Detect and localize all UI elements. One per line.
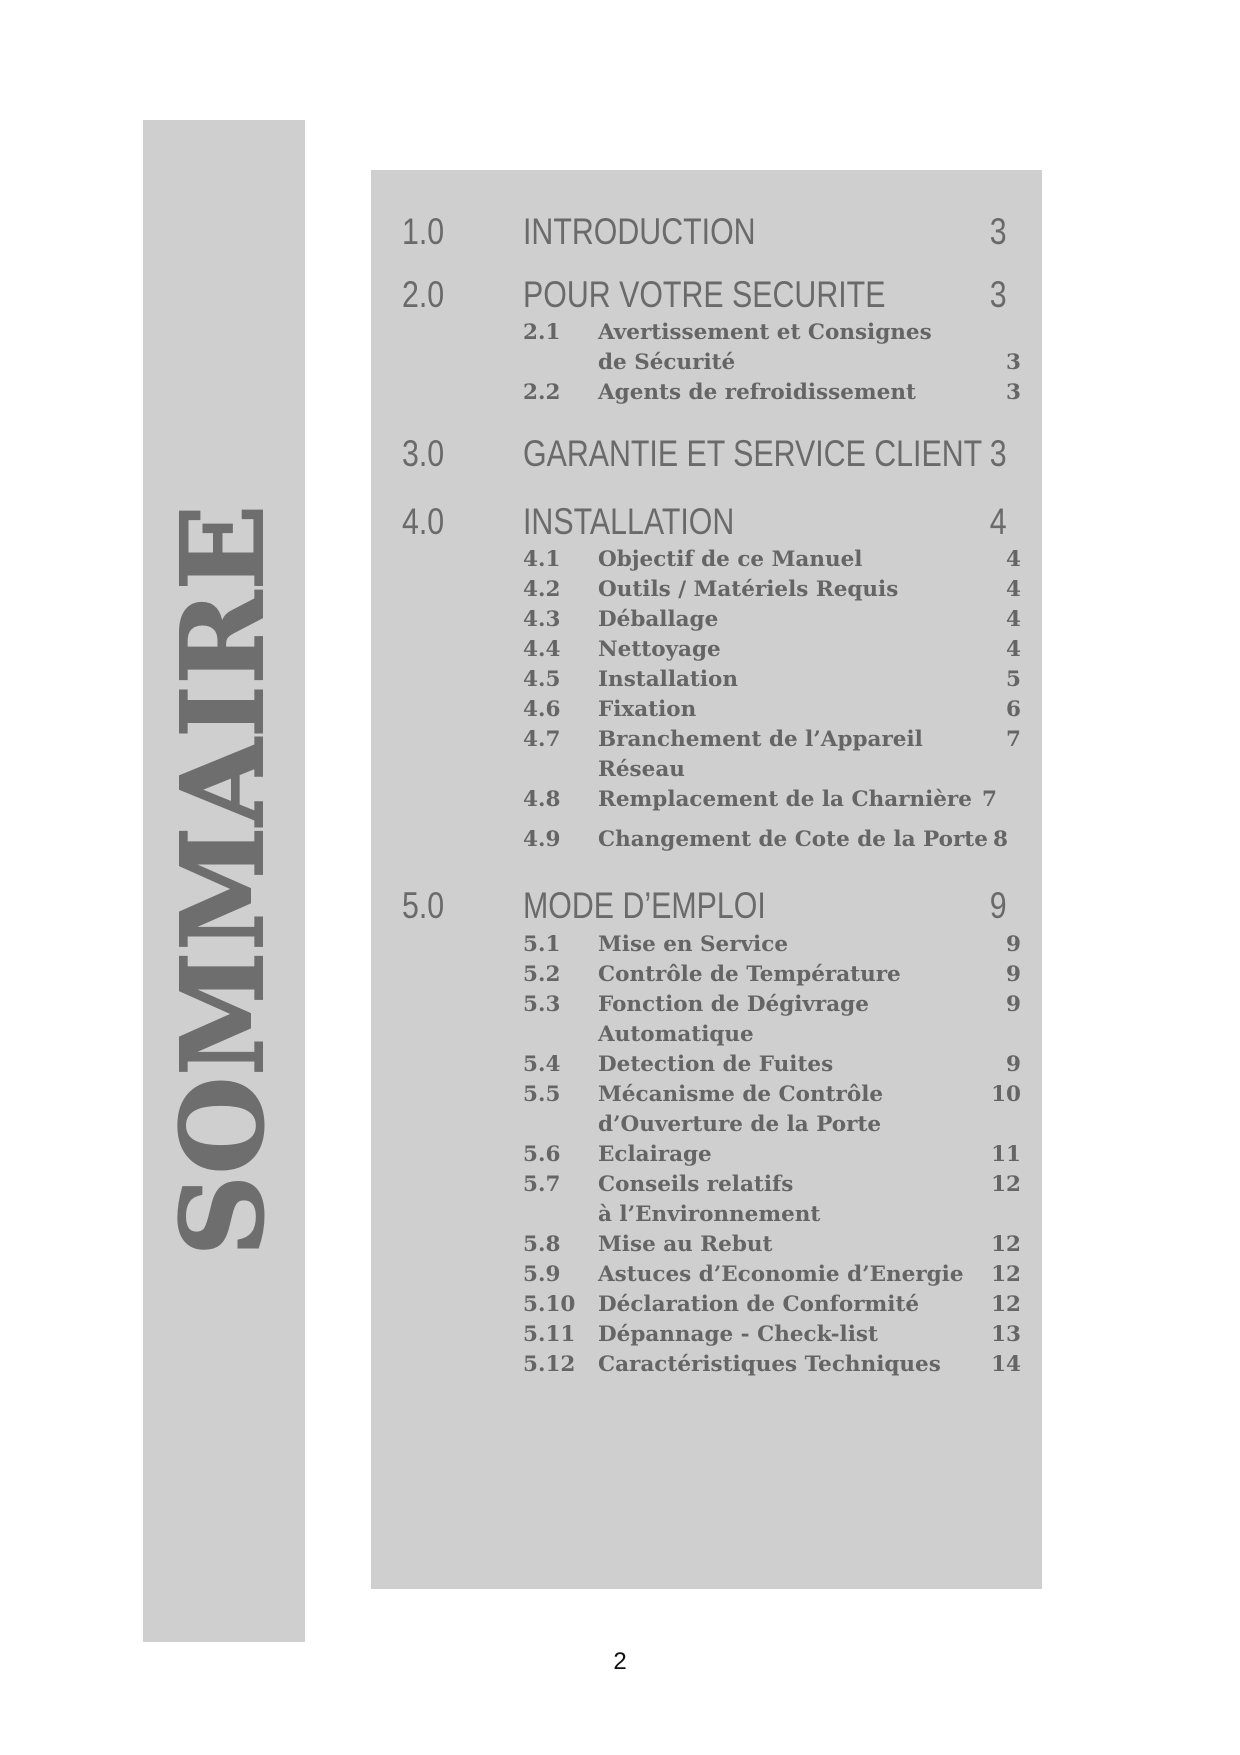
subsection-number: 5.5	[523, 1082, 561, 1107]
subsection-title: Contrôle de Température	[598, 962, 901, 987]
subsection-title-cont: Réseau	[598, 757, 685, 782]
subsection-page: 8	[993, 827, 1008, 852]
subsection-title: Installation	[598, 667, 738, 692]
subsection-page: 7	[982, 787, 997, 812]
subsection-title: Fonction de Dégivrage	[598, 992, 869, 1017]
subsection-page: 9	[1006, 932, 1021, 957]
subsection-title: Objectif de ce Manuel	[598, 547, 863, 572]
subsection-number: 5.4	[523, 1052, 561, 1077]
subsection-title: Conseils relatifs	[598, 1172, 794, 1197]
subsection-title-cont: d’Ouverture de la Porte	[598, 1112, 882, 1137]
subsection-page: 9	[1006, 962, 1021, 987]
subsection-title: Nettoyage	[598, 637, 721, 662]
section-number: 2.0	[402, 274, 445, 315]
subsection-number: 5.1	[523, 932, 561, 957]
subsection-number: 5.10	[523, 1292, 576, 1317]
subsection-page: 14	[991, 1352, 1021, 1377]
subsection-title-cont: Automatique	[598, 1022, 754, 1047]
subsection-number: 5.11	[523, 1322, 576, 1347]
subsection-title: Mise en Service	[598, 932, 788, 957]
subsection-page: 6	[1006, 697, 1021, 722]
subsection-page: 9	[1006, 1052, 1021, 1077]
subsection-page: 3	[1006, 350, 1021, 375]
subsection-number: 4.4	[523, 637, 561, 662]
section-page: 9	[990, 885, 1007, 926]
subsection-number: 4.7	[523, 727, 561, 752]
subsection-title: Agents de refroidissement	[598, 380, 916, 405]
subsection-title: Caractéristiques Techniques	[598, 1352, 941, 1377]
subsection-number: 4.3	[523, 607, 561, 632]
subsection-number: 4.2	[523, 577, 561, 602]
subsection-title: Astuces d’Economie d’Energie	[598, 1262, 964, 1287]
section-title: MODE D’EMPLOI	[523, 885, 766, 926]
section-title: INTRODUCTION	[523, 211, 756, 252]
subsection-page: 12	[991, 1292, 1021, 1317]
subsection-title: Dépannage - Check-list	[598, 1322, 878, 1347]
subsection-title-cont: de Sécurité	[598, 350, 736, 375]
section-page: 3	[990, 433, 1007, 474]
subsection-number: 2.2	[523, 380, 561, 405]
section-page: 4	[990, 501, 1007, 542]
page-number: 2	[613, 1648, 627, 1675]
subsection-page: 12	[991, 1262, 1021, 1287]
section-title: INSTALLATION	[523, 501, 735, 542]
subsection-title: Fixation	[598, 697, 697, 722]
subsection-page: 4	[1006, 607, 1021, 632]
subsection-title: Detection de Fuites	[598, 1052, 834, 1077]
subsection-page: 4	[1006, 547, 1021, 572]
section-page: 3	[990, 274, 1007, 315]
subsection-number: 4.1	[523, 547, 561, 572]
section-page: 3	[990, 211, 1007, 252]
subsection-page: 5	[1006, 667, 1021, 692]
subsection-title: Branchement de l’Appareil	[598, 727, 923, 752]
subsection-page: 12	[991, 1232, 1021, 1257]
subsection-title-cont: à l’Environnement	[598, 1202, 821, 1227]
subsection-title: Remplacement de la Charnière	[598, 787, 972, 812]
subsection-title: Déballage	[598, 607, 719, 632]
subsection-number: 5.12	[523, 1352, 576, 1377]
subsection-title: Outils / Matériels Requis	[598, 577, 899, 602]
subsection-number: 4.5	[523, 667, 561, 692]
section-title: POUR VOTRE SECURITE	[523, 274, 886, 315]
subsection-number: 5.6	[523, 1142, 561, 1167]
subsection-number: 2.1	[523, 320, 561, 345]
subsection-number: 5.8	[523, 1232, 561, 1257]
subsection-title: Eclairage	[598, 1142, 712, 1167]
subsection-page: 11	[991, 1142, 1021, 1167]
subsection-title: Avertissement et Consignes	[598, 320, 932, 345]
subsection-page: 4	[1006, 577, 1021, 602]
subsection-number: 5.9	[523, 1262, 561, 1287]
section-title: GARANTIE ET SERVICE CLIENT	[523, 433, 983, 474]
subsection-page: 3	[1006, 380, 1021, 405]
subsection-number: 5.2	[523, 962, 561, 987]
subsection-number: 4.8	[523, 787, 561, 812]
subsection-page: 7	[1006, 727, 1021, 752]
section-number: 5.0	[402, 885, 445, 926]
subsection-title: Changement de Cote de la Porte	[598, 827, 988, 852]
subsection-title: Déclaration de Conformité	[598, 1292, 920, 1317]
section-number: 1.0	[402, 211, 445, 252]
subsection-page: 4	[1006, 637, 1021, 662]
side-title: SOMMAIRE	[158, 503, 289, 1257]
subsection-page: 12	[991, 1172, 1021, 1197]
subsection-title: Mise au Rebut	[598, 1232, 773, 1257]
subsection-title: Mécanisme de Contrôle	[598, 1082, 884, 1107]
subsection-number: 4.9	[523, 827, 561, 852]
subsection-page: 10	[991, 1082, 1021, 1107]
subsection-page: 13	[991, 1322, 1021, 1347]
subsection-number: 5.7	[523, 1172, 561, 1197]
subsection-page: 9	[1006, 992, 1021, 1017]
subsection-number: 5.3	[523, 992, 561, 1017]
section-number: 3.0	[402, 433, 445, 474]
section-number: 4.0	[402, 501, 445, 542]
subsection-number: 4.6	[523, 697, 561, 722]
